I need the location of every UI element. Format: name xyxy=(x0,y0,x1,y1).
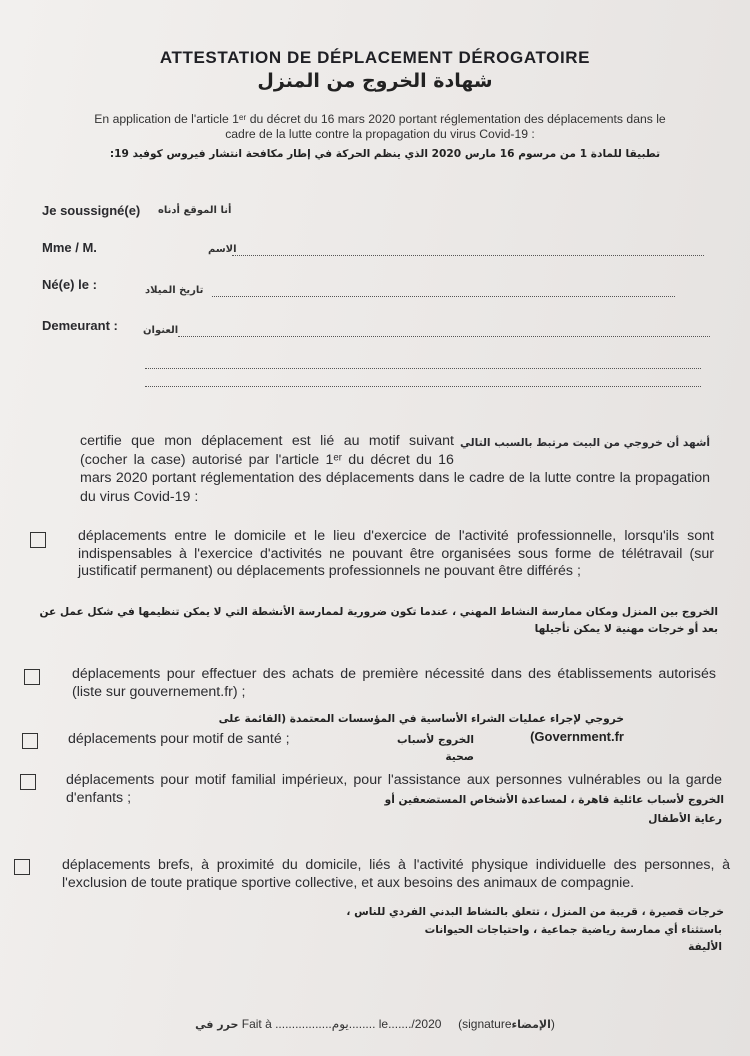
signature-line: حرر في Fait à .................يوم........ le......./2020 (signatureالإمضاء) xyxy=(195,1017,555,1031)
address-field-line-1[interactable] xyxy=(178,336,710,337)
option-physical-activity-arabic-2: باستثناء أي ممارسة رياضية جماعية ، واحتياجات الحيوانات الأليفة xyxy=(424,924,722,953)
certify-paragraph xyxy=(80,432,710,506)
option-purchases-arabic-main: خروجي لإجراء عمليات الشراء الأساسية في المؤسسات المعتمدة (القائمة على xyxy=(218,713,624,725)
signature-label-arabic: الإمضاء xyxy=(511,1018,551,1031)
address-label-arabic: العنوان xyxy=(143,325,179,336)
address-field-line-3[interactable] xyxy=(145,386,701,387)
option-family-text: déplacements pour motif familial impérieux, pour l'assistance aux personnes vulnérables ou la garde d'enfants ; xyxy=(66,772,722,806)
intro-text: En application de l'article 1ᵉʳ du décret du 16 mars 2020 portant réglementation des déplacements dans le cadre de la lutte contre la propagation du virus Covid-19 : xyxy=(94,112,666,141)
soussigne-label-arabic: أنا الموقع أدناه xyxy=(158,205,232,216)
certify-arabic: أشهد أن خروجي من البيت مرتبط بالسبب التالي xyxy=(459,437,710,449)
birth-label: Né(e) le : xyxy=(42,277,97,292)
soussigne-label: Je soussigné(e) xyxy=(42,203,141,218)
option-professional-text: déplacements entre le domicile et le lieu d'exercice de l'activité professionnelle, lorsqu'ils sont indispensables à l'exercice d'activités ne pouvant être organisées sous forme de télétravail (sur justificatif permanent) ou déplacements professionnels ne pouvant être différés ; xyxy=(78,528,714,579)
option-family-arabic: الخروج لأسباب عائلية قاهرة ، لمساعدة الأشخاص المستضعفين أو xyxy=(384,794,724,806)
option-physical-activity-text: déplacements brefs, à proximité du domicile, liés à l'activité physique individuelle des personnes, à l'exclusion de toute pratique sportive collective, et aux besoins des animaux de compagnie. xyxy=(62,857,730,891)
name-label-arabic: الاسم xyxy=(208,244,237,255)
fait-a-field[interactable]: Fait à .................يوم........ le......./2020 xyxy=(241,1017,442,1031)
option-health-text: déplacements pour motif de santé ; xyxy=(68,731,290,747)
document-title: ATTESTATION DE DÉPLACEMENT DÉROGATOIRE xyxy=(159,48,591,67)
place-arabic: حرر في xyxy=(195,1018,239,1031)
option-physical-activity-arabic: خرجات قصيرة ، قريبة من المنزل ، تتعلق بالنشاط البدني الفردي للناس ، xyxy=(346,906,724,918)
checkbox-purchases[interactable] xyxy=(24,669,40,685)
checkbox-health[interactable] xyxy=(22,733,38,749)
signature-label: (signature xyxy=(458,1017,512,1031)
address-field-line-2[interactable] xyxy=(145,368,701,369)
option-purchases-arabic-site: (Government.fr xyxy=(530,729,624,744)
name-field[interactable] xyxy=(232,255,704,256)
checkbox-physical-activity[interactable] xyxy=(14,859,30,875)
option-health-arabic: الخروج لأسباب صحية xyxy=(397,734,474,763)
birth-label-arabic: تاريخ الميلاد xyxy=(145,285,204,296)
option-family-arabic-2: رعاية الأطفال xyxy=(648,813,722,825)
address-label: Demeurant : xyxy=(42,318,118,333)
document-title-arabic: شهادة الخروج من المنزل xyxy=(257,70,493,92)
name-label: Mme / M. xyxy=(42,240,97,255)
checkbox-family[interactable] xyxy=(20,774,36,790)
intro-text-arabic: تطبيقا للمادة 1 من مرسوم 16 مارس 2020 الذي ينظم الحركة في إطار مكافحة انتشار فيروس كوفيد 19: xyxy=(109,148,661,160)
checkbox-professional[interactable] xyxy=(30,532,46,548)
certify-text: certifie que mon déplacement est lié au motif suivant (cocher la case) autorisé par l'article 1ᵉʳ du décret du 16 mars 2020 portant réglementation des déplacements dans le cadre de la lutte contre la propagation du virus Covid-19 : xyxy=(80,433,710,505)
birth-date-field[interactable] xyxy=(212,296,675,297)
option-professional-arabic: الخروج بين المنزل ومكان ممارسة النشاط المهني ، عندما تكون ضرورية لممارسة الأنشطة التي لا يمكن تنظيمها في شكل عمل عن بعد أو خرجات مهنية لا يمكن تأجيلها xyxy=(39,606,718,635)
option-purchases-text: déplacements pour effectuer des achats de première nécessité dans des établissements autorisés (liste sur gouvernement.fr) ; xyxy=(72,666,716,700)
